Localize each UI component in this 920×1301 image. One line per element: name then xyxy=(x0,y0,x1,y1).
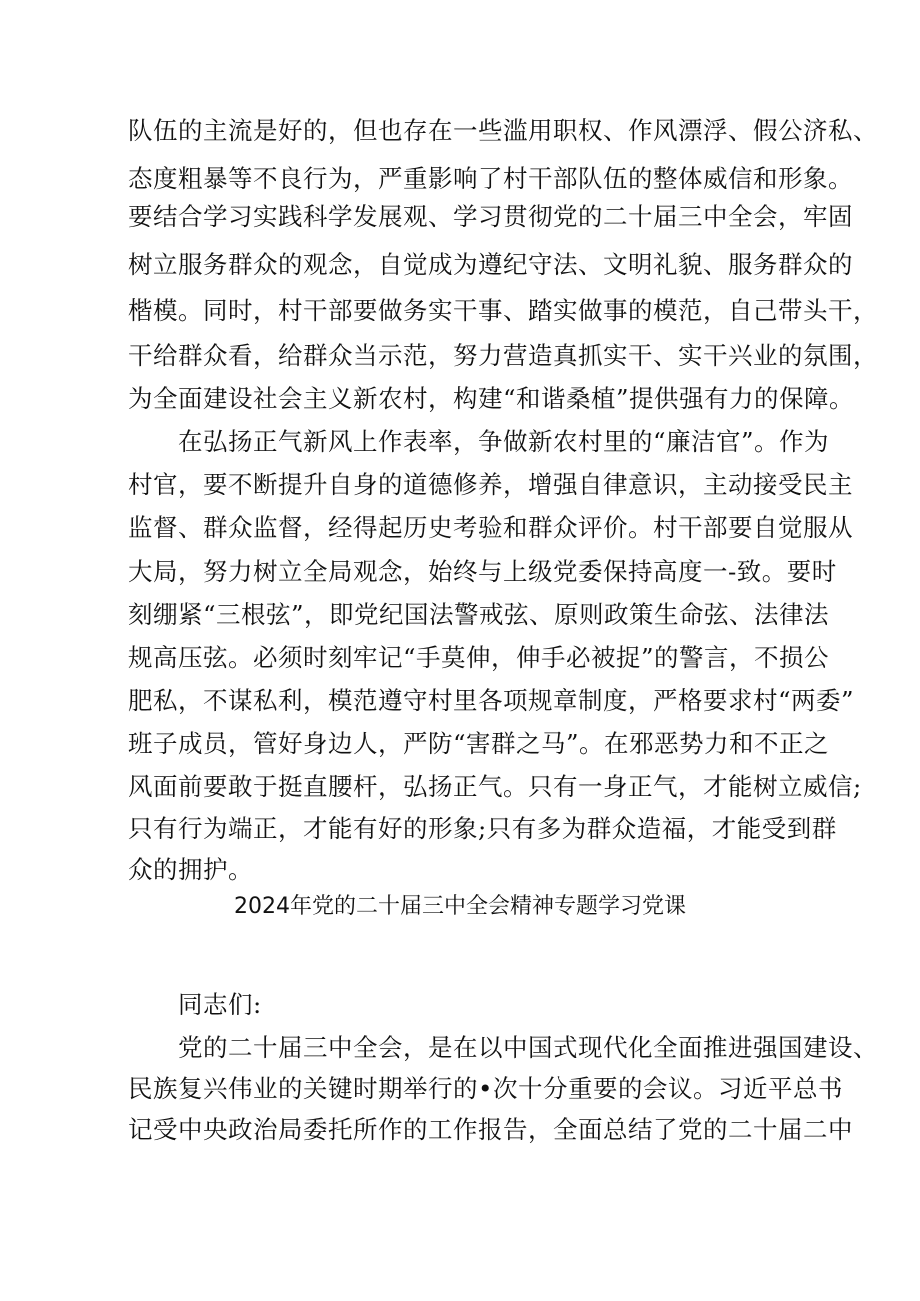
text-line: 态度粗暴等不良行为，严重影响了村干部队伍的整体威信和形象。 xyxy=(128,164,853,193)
text-line: 只有行为端正，才能有好的形象;只有多为群众造福，才能受到群 xyxy=(128,814,837,843)
text-line: 树立服务群众的观念，自觉成为遵纪守法、文明礼貌、服务群众的 xyxy=(128,250,853,279)
text-line: 为全面建设社会主义新农村，构建“和谐桑植”提供强有力的保障。 xyxy=(128,384,855,413)
text-line: 民族复兴伟业的关键时期举行的•次十分重要的会议。习近平总书 xyxy=(128,1074,843,1103)
text-line: 风面前要敢于挺直腰杆，弘扬正气。只有一身正气，才能树立威信; xyxy=(128,772,862,801)
text-line: 大局，努力树立全局观念，始终与上级党委保持高度一-致。要时 xyxy=(128,557,837,586)
text-line: 干给群众看，给群众当示范，努力营造真抓实干、实干兴业的氛围， xyxy=(128,341,878,370)
text-line: 班子成员，管好身边人，严防“害群之马”。在邪恶势力和不正之 xyxy=(128,729,830,758)
text-line: 刻绷紧“三根弦”，即党纪国法警戒弦、原则政策生命弦、法律法 xyxy=(128,600,830,629)
text-line: 要结合学习实践科学发展观、学习贯彻党的二十届三中全会，牢固 xyxy=(128,202,853,231)
text-line: 在弘扬正气新风上作表率，争做新农村里的“廉洁官”。作为 xyxy=(178,427,830,456)
text-line: 监督、群众监督，经得起历史考验和群众评价。村干部要自觉服从 xyxy=(128,513,853,542)
text-line: 楷模。同时，村干部要做务实干事、踏实做事的模范，自己带头干， xyxy=(128,296,878,325)
text-line: 众的拥护。 xyxy=(128,855,253,884)
section-title: 2024年党的二十届三中全会精神专题学习党课 xyxy=(234,894,686,919)
text-line: 队伍的主流是好的，但也存在一些滥用职权、作风漂浮、假公济私、 xyxy=(128,116,878,145)
text-line: 记受中央政治局委托所作的工作报告，全面总结了党的二十届二中 xyxy=(128,1115,853,1144)
text-line: 规高压弦。必须时刻牢记“手莫伸，伸手必被捉”的警言，不损公 xyxy=(128,643,830,672)
text-line: 党的二十届三中全会，是在以中国式现代化全面推进强国建设、 xyxy=(178,1033,878,1062)
salutation: 同志们: xyxy=(178,990,262,1019)
text-line: 村官，要不断提升自身的道德修养，增强自律意识，主动接受民主 xyxy=(128,470,853,499)
text-line: 肥私，不谋私利，模范遵守村里各项规章制度，严格要求村“两委” xyxy=(128,686,855,715)
